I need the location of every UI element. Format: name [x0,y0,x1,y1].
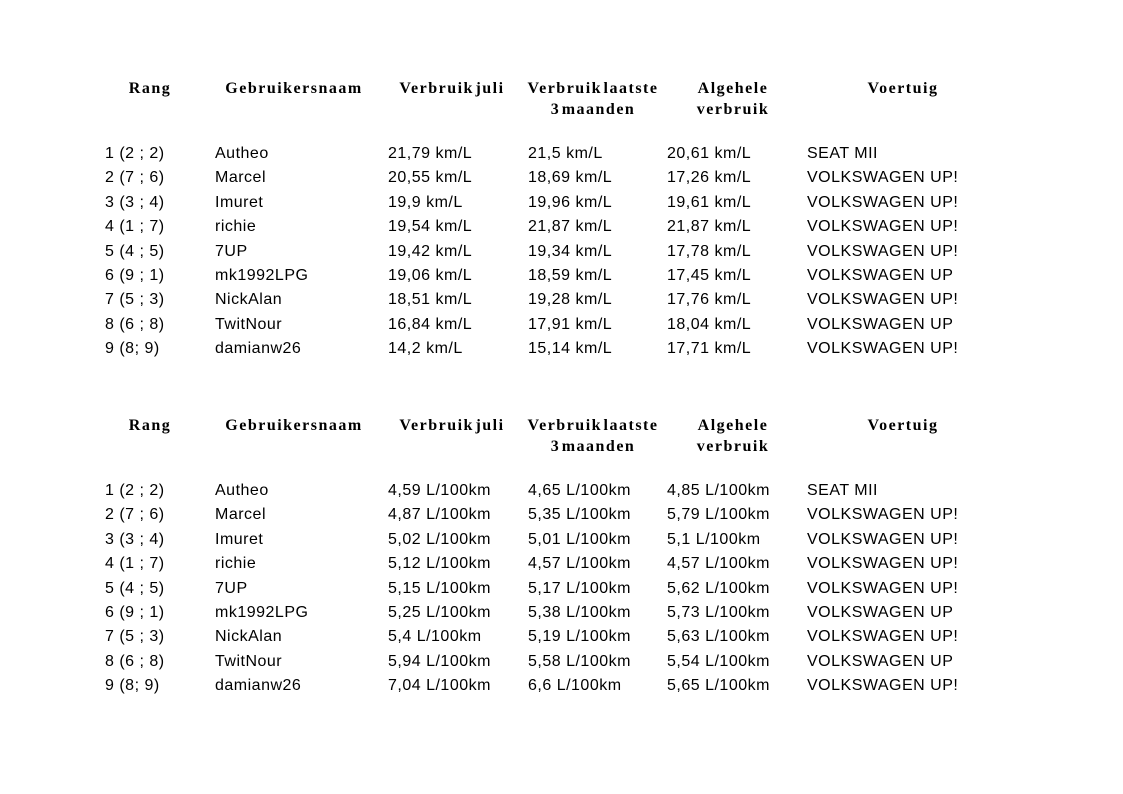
column-header-line2: 3 maanden [550,101,636,118]
rank-cell: 9 (8; 9) [105,677,160,695]
rank-cell: 3 (3 ; 4) [105,530,165,548]
column-header-line1: Gebruikersnaam [225,80,363,97]
vehicle-cell: SEAT MII [807,482,878,499]
username-cell: NickAlan [215,628,283,646]
username-cell: richie [215,555,257,573]
overall-consumption-cell: 18,04 km/L [667,315,752,333]
column-header-line1: Verbruik laatste [527,417,659,434]
username-cell: Autheo [215,145,269,162]
consumption-july-cell: 18,51 km/L [388,291,473,309]
consumption-july-cell: 14,2 km/L [388,340,463,358]
vehicle-cell: VOLKSWAGEN UP! [807,242,959,260]
username-cell: 7UP [215,579,248,597]
table-row [95,479,1005,503]
vehicle-cell: VOLKSWAGEN UP! [807,628,959,646]
column-header-rank [95,415,205,479]
consumption-last-3-months-cell: 5,17 L/100km [528,579,631,597]
username-cell: Imuret [215,193,264,211]
column-header-username [205,78,383,142]
table-row [95,166,1005,190]
username-cell: richie [215,218,257,236]
rank-cell: 1 (2 ; 2) [105,145,165,162]
column-header-line1: Algehele [697,80,769,97]
rank-cell: 3 (3 ; 4) [105,193,165,211]
table-row [95,503,1005,527]
table-header-row [95,78,1005,142]
table-row [95,240,1005,264]
consumption-july-cell: 5,15 L/100km [388,579,491,597]
username-cell: Imuret [215,530,264,548]
column-header-rank [95,78,205,142]
overall-consumption-cell: 5,63 L/100km [667,628,770,646]
consumption-last-3-months-cell: 5,01 L/100km [528,530,631,548]
vehicle-cell: VOLKSWAGEN UP! [807,291,959,309]
column-header-overall-consumption [665,78,801,142]
column-header-consumption-july [383,415,521,479]
overall-consumption-cell: 17,45 km/L [667,267,752,285]
consumption-last-3-months-cell: 19,28 km/L [528,291,613,309]
username-cell: mk1992LPG [215,604,309,622]
column-header-line1: Voertuig [867,80,939,97]
vehicle-cell: VOLKSWAGEN UP! [807,218,959,236]
overall-consumption-cell: 19,61 km/L [667,193,752,211]
table-body [95,142,1005,362]
rank-cell: 6 (9 ; 1) [105,267,165,285]
consumption-july-cell: 20,55 km/L [388,169,473,187]
table-row [95,674,1005,698]
username-cell: TwitNour [215,315,283,333]
column-header-line1: Voertuig [867,417,939,434]
consumption-july-cell: 5,12 L/100km [388,555,491,573]
vehicle-cell: VOLKSWAGEN UP! [807,555,959,573]
column-header-username [205,415,383,479]
table-row [95,313,1005,337]
overall-consumption-cell: 4,57 L/100km [667,555,770,573]
column-header-line2: 3 maanden [550,438,636,455]
consumption-last-3-months-cell: 4,65 L/100km [528,482,631,499]
column-header-line1: Gebruikersnaam [225,417,363,434]
rank-cell: 7 (5 ; 3) [105,628,165,646]
rank-cell: 4 (1 ; 7) [105,555,165,573]
column-header-consumption-last-3-months [521,415,665,479]
overall-consumption-cell: 21,87 km/L [667,218,752,236]
consumption-last-3-months-cell: 19,34 km/L [528,242,613,260]
overall-consumption-cell: 20,61 km/L [667,145,752,162]
overall-consumption-cell: 5,1 L/100km [667,530,761,548]
consumption-july-cell: 7,04 L/100km [388,677,491,695]
column-header-line1: Algehele [697,417,769,434]
consumption-last-3-months-cell: 21,87 km/L [528,218,613,236]
consumption-july-cell: 19,54 km/L [388,218,473,236]
column-header-vehicle [801,415,1005,479]
table-body [95,479,1005,699]
table-header-row [95,78,1005,142]
consumption-july-cell: 5,02 L/100km [388,530,491,548]
consumption-last-3-months-cell: 17,91 km/L [528,315,613,333]
column-header-line2: verbruik [696,101,770,118]
username-cell: NickAlan [215,291,283,309]
consumption-july-cell: 19,42 km/L [388,242,473,260]
vehicle-cell: VOLKSWAGEN UP! [807,340,959,358]
username-cell: TwitNour [215,652,283,670]
consumption-july-cell: 5,4 L/100km [388,628,482,646]
username-cell: damianw26 [215,340,302,358]
overall-consumption-cell: 5,65 L/100km [667,677,770,695]
rank-cell: 2 (7 ; 6) [105,169,165,187]
rank-cell: 6 (9 ; 1) [105,604,165,622]
rank-cell: 1 (2 ; 2) [105,482,165,499]
table-row [95,337,1005,361]
overall-consumption-cell: 5,54 L/100km [667,652,770,670]
consumption-july-cell: 16,84 km/L [388,315,473,333]
vehicle-cell: VOLKSWAGEN UP! [807,579,959,597]
column-header-overall-consumption [665,415,801,479]
rank-cell: 8 (6 ; 8) [105,315,165,333]
overall-consumption-cell: 17,71 km/L [667,340,752,358]
rank-cell: 8 (6 ; 8) [105,652,165,670]
column-header-line1: Rang [128,80,172,97]
consumption-last-3-months-cell: 5,19 L/100km [528,628,631,646]
consumption-last-3-months-cell: 4,57 L/100km [528,555,631,573]
column-header-line1: Verbruik juli [399,417,505,434]
vehicle-cell: VOLKSWAGEN UP [807,604,954,622]
overall-consumption-cell: 4,85 L/100km [667,482,770,499]
consumption-july-cell: 19,9 km/L [388,193,463,211]
table-row [95,288,1005,312]
table-header-row [95,415,1005,479]
consumption-last-3-months-cell: 18,59 km/L [528,267,613,285]
consumption-last-3-months-cell: 5,58 L/100km [528,652,631,670]
rank-cell: 5 (4 ; 5) [105,579,165,597]
table-row [95,264,1005,288]
vehicle-cell: VOLKSWAGEN UP [807,652,954,670]
column-header-vehicle [801,78,1005,142]
column-header-line1: Verbruik laatste [527,80,659,97]
column-header-consumption-last-3-months [521,78,665,142]
rank-cell: 7 (5 ; 3) [105,291,165,309]
overall-consumption-cell: 5,62 L/100km [667,579,770,597]
rank-cell: 4 (1 ; 7) [105,218,165,236]
consumption-last-3-months-cell: 15,14 km/L [528,340,613,358]
consumption-july-cell: 21,79 km/L [388,145,473,162]
overall-consumption-cell: 17,26 km/L [667,169,752,187]
column-header-line2: verbruik [696,438,770,455]
username-cell: Marcel [215,506,267,524]
table-row [95,650,1005,674]
column-header-consumption-july [383,78,521,142]
consumption-last-3-months-cell: 19,96 km/L [528,193,613,211]
column-header-line1: Verbruik juli [399,80,505,97]
consumption-last-3-months-cell: 5,35 L/100km [528,506,631,524]
vehicle-cell: VOLKSWAGEN UP! [807,193,959,211]
overall-consumption-cell: 5,73 L/100km [667,604,770,622]
overall-consumption-cell: 17,76 km/L [667,291,752,309]
consumption-last-3-months-cell: 6,6 L/100km [528,677,622,695]
vehicle-cell: SEAT MII [807,145,878,162]
table-row [95,142,1005,166]
table-row [95,625,1005,649]
rank-cell: 2 (7 ; 6) [105,506,165,524]
vehicle-cell: VOLKSWAGEN UP! [807,506,959,524]
leaderboard-table-km-per-liter [95,78,1005,362]
table-row [95,577,1005,601]
username-cell: damianw26 [215,677,302,695]
consumption-last-3-months-cell: 5,38 L/100km [528,604,631,622]
rank-cell: 9 (8; 9) [105,340,160,358]
consumption-july-cell: 5,94 L/100km [388,652,491,670]
consumption-july-cell: 5,25 L/100km [388,604,491,622]
table-row [95,215,1005,239]
vehicle-cell: VOLKSWAGEN UP! [807,530,959,548]
vehicle-cell: VOLKSWAGEN UP [807,315,954,333]
table-header-row [95,415,1005,479]
consumption-july-cell: 4,59 L/100km [388,482,491,499]
rank-cell: 5 (4 ; 5) [105,242,165,260]
column-header-line1: Rang [128,417,172,434]
username-cell: mk1992LPG [215,267,309,285]
consumption-last-3-months-cell: 18,69 km/L [528,169,613,187]
username-cell: 7UP [215,242,248,260]
table-row [95,552,1005,576]
consumption-july-cell: 19,06 km/L [388,267,473,285]
vehicle-cell: VOLKSWAGEN UP! [807,169,959,187]
table-row [95,191,1005,215]
overall-consumption-cell: 17,78 km/L [667,242,752,260]
vehicle-cell: VOLKSWAGEN UP [807,267,954,285]
table-row [95,528,1005,552]
consumption-july-cell: 4,87 L/100km [388,506,491,524]
vehicle-cell: VOLKSWAGEN UP! [807,677,959,695]
table-row [95,601,1005,625]
leaderboard-table-liter-per-100km [95,415,1005,699]
consumption-last-3-months-cell: 21,5 km/L [528,145,603,162]
username-cell: Marcel [215,169,267,187]
username-cell: Autheo [215,482,269,499]
overall-consumption-cell: 5,79 L/100km [667,506,770,524]
